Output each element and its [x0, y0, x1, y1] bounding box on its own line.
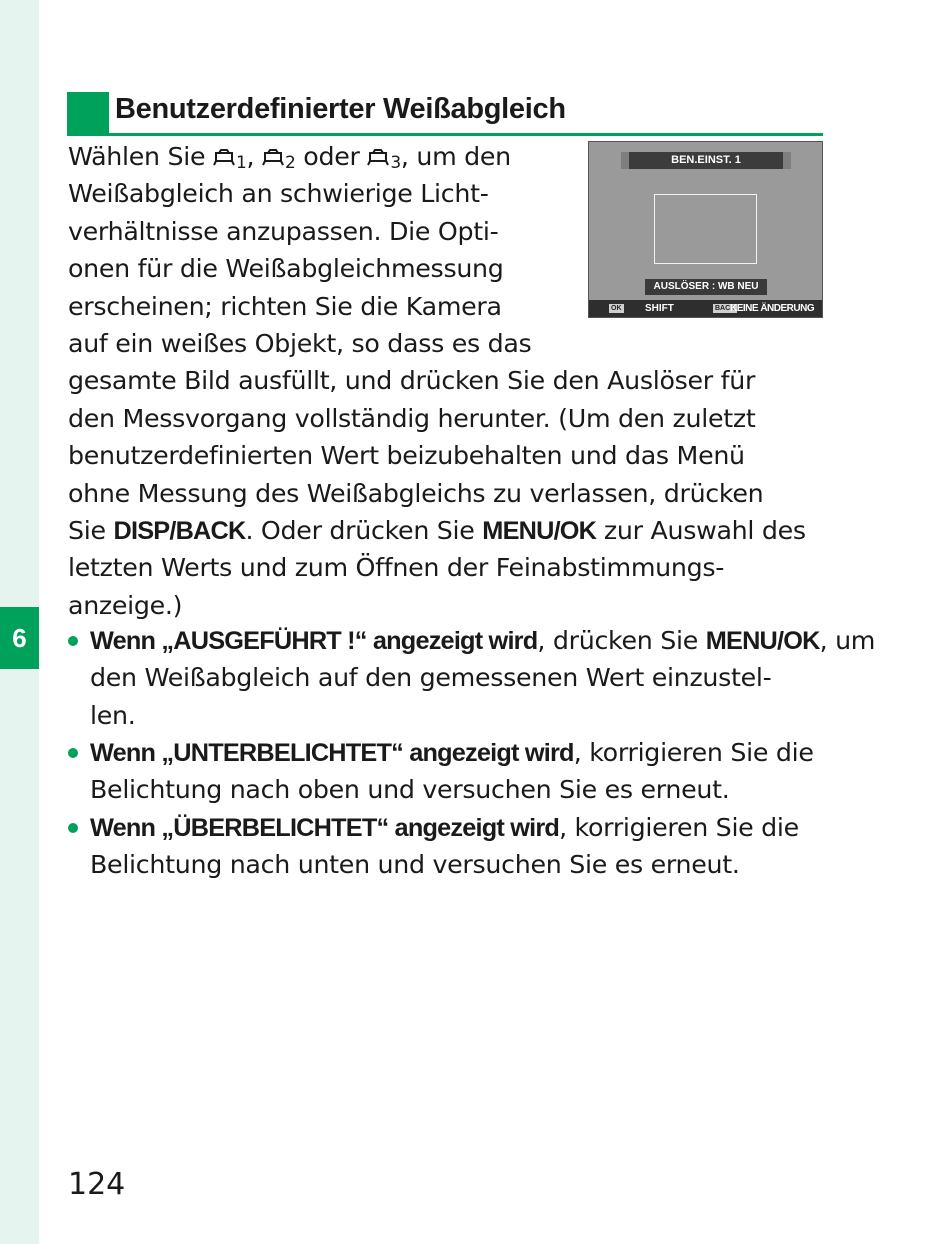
- bullet-condition: Wenn „UNTERBELICHTET“ angezeigt wird: [90, 739, 574, 767]
- text: Wählen Sie: [68, 142, 213, 171]
- text: zur Auswahl des: [596, 516, 806, 545]
- bullet-1-line-2: den Weißabgleich auf den gemessenen Wert einzustel-: [90, 663, 772, 693]
- camera-screen-illustration: [588, 141, 823, 318]
- intro-line-8: den Messvorgang vollständig herunter. (Um den zuletzt: [68, 403, 756, 433]
- chapter-tab: 6: [0, 607, 39, 669]
- screen-button-bar: [589, 300, 822, 317]
- screen-title: BEN.EINST. 1: [625, 152, 787, 169]
- menu-ok-button-label: MENU/OK: [482, 517, 597, 545]
- bullet-3-line-1: [90, 809, 799, 847]
- text: ,: [246, 142, 263, 171]
- intro-line-10: ohne Messung des Weißabgleichs zu verlassen, drücken: [68, 478, 764, 508]
- text: , korrigieren Sie die: [559, 813, 799, 842]
- bullet-condition: Wenn „AUSGEFÜHRT !“ angezeigt wird: [90, 627, 538, 655]
- subscript-3: 3: [390, 153, 401, 173]
- bullet-marker: [68, 748, 78, 758]
- intro-line-6: auf ein weißes Objekt, so dass es das: [68, 329, 532, 358]
- bullet-2-line-1: [90, 734, 814, 772]
- intro-line-13: anzeige.): [68, 590, 183, 620]
- measurement-frame: [654, 194, 757, 264]
- intro-line-7: gesamte Bild ausfüllt, und drücken Sie den Auslöser für: [68, 366, 756, 396]
- text: , um den: [400, 142, 511, 171]
- intro-line-5: erscheinen; richten Sie die Kamera: [68, 291, 502, 321]
- no-change-label: KEINE ÄNDERUNG: [730, 303, 815, 314]
- back-button-icon: BACK: [715, 305, 736, 312]
- section-heading: [67, 92, 823, 136]
- intro-line-2: Weißabgleich an schwierige Licht-: [68, 179, 489, 209]
- disp-back-button-label: DISP/BACK: [113, 517, 246, 545]
- menu-ok-button-label: MENU/OK: [705, 627, 820, 655]
- intro-line-11: [68, 512, 806, 550]
- text: , korrigieren Sie die: [573, 738, 814, 767]
- custom-white-balance-icon: [262, 149, 284, 167]
- intro-line-12: letzten Werts und zum Öffnen der Feinabstimmungs-: [68, 553, 725, 583]
- bullet-3-line-2: Belichtung nach unten und versuchen Sie es erneut.: [90, 850, 740, 880]
- text: Sie: [68, 516, 114, 545]
- text: . Oder drücken Sie: [245, 516, 483, 545]
- bullet-1-line-1: [90, 622, 875, 660]
- bullet-2-line-2: Belichtung nach oben und versuchen Sie es erneut.: [90, 775, 730, 805]
- intro-line-3: verhältnisse anzupassen. Die Opti-: [68, 216, 499, 246]
- text: , um: [819, 626, 876, 655]
- ok-button-icon: OK: [611, 305, 622, 312]
- intro-line-9: benutzerdefinierten Wert beizubehalten und das Menü: [68, 441, 745, 471]
- intro-line-4: onen für die Weißabgleichmessung: [68, 254, 504, 284]
- text: oder: [295, 142, 368, 171]
- custom-white-balance-icon: [367, 149, 389, 167]
- subscript-2: 2: [285, 153, 296, 173]
- heading-title: Benutzerdefinierter Weißabgleich: [115, 93, 566, 125]
- subscript-1: 1: [236, 153, 247, 173]
- bullet-marker: [68, 823, 78, 833]
- shift-label: SHIFT: [645, 303, 674, 314]
- text: , drücken Sie: [537, 626, 706, 655]
- bullet-marker: [68, 636, 78, 646]
- bullet-1-line-3: len.: [90, 700, 136, 730]
- heading-marker: [67, 92, 109, 133]
- custom-white-balance-icon: [213, 149, 235, 167]
- bullet-condition: Wenn „ÜBERBELICHTET“ angezeigt wird: [90, 814, 560, 842]
- page-number: 124: [68, 1167, 126, 1202]
- screen-message: AUSLÖSER : WB NEU: [645, 279, 767, 295]
